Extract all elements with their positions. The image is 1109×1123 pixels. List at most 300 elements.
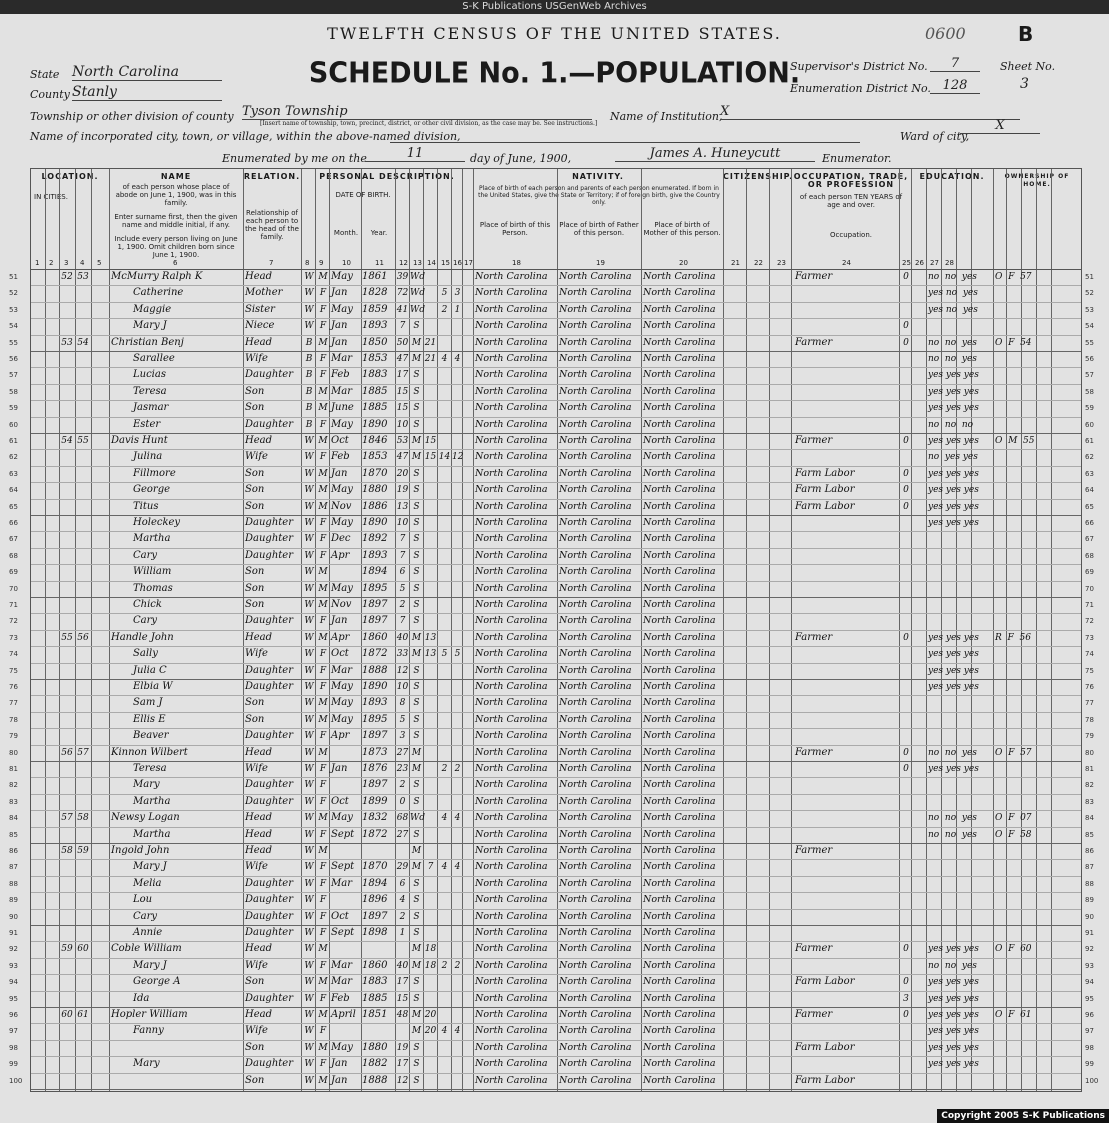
- color-race: W: [304, 665, 314, 676]
- dwelling-number: 56: [61, 747, 73, 758]
- column-number: 22: [754, 259, 763, 267]
- color-race: W: [304, 436, 314, 446]
- relation: Daughter: [245, 730, 293, 742]
- row-divider: [31, 564, 1081, 565]
- birthplace-person: North Carolina: [475, 369, 548, 381]
- line-number-right: 51: [1085, 273, 1094, 281]
- column-number: 24: [842, 259, 851, 267]
- sex: M: [318, 600, 328, 610]
- birth-year: 1885: [362, 385, 388, 397]
- copyright-notice: Copyright 2005 S-K Publications: [937, 1109, 1109, 1123]
- col-birth-header: DATE OF BIRTH.: [335, 191, 391, 199]
- birth-year: 1896: [362, 894, 388, 906]
- line-number-right: 82: [1085, 781, 1094, 790]
- sex: F: [319, 960, 327, 971]
- line-number: 61: [9, 437, 18, 445]
- line-number-right: 85: [1085, 830, 1094, 839]
- family-number: 61: [77, 1010, 89, 1020]
- row-divider: [31, 941, 1081, 942]
- color-race: W: [304, 764, 314, 774]
- line-number-right: 56: [1085, 355, 1094, 363]
- birth-month: May: [331, 582, 353, 594]
- birthplace-mother: North Carolina: [643, 599, 716, 610]
- column-number: 4: [80, 259, 85, 267]
- row-divider: [31, 351, 1081, 352]
- dwelling-number: 52: [61, 272, 73, 282]
- color-race: W: [304, 468, 314, 479]
- person-name: Teresa: [133, 385, 167, 397]
- line-number: 85: [9, 830, 18, 839]
- color-race: W: [304, 682, 314, 692]
- color-race: W: [304, 862, 314, 873]
- birthplace-father: North Carolina: [559, 910, 632, 922]
- occupation: Farm Labor: [795, 976, 855, 988]
- birthplace-mother: North Carolina: [643, 615, 716, 627]
- relation: Daughter: [245, 369, 293, 381]
- age: 17: [396, 977, 409, 988]
- family-number: 55: [77, 436, 89, 446]
- city-label: Name of incorporated city, town, or village, within the above-named division,: [30, 130, 461, 143]
- relation: Son: [245, 1041, 265, 1053]
- age: 7: [399, 534, 406, 545]
- person-name: Julina: [133, 451, 163, 463]
- row-divider: [31, 417, 1081, 418]
- township-label: Township or other division of county: [30, 110, 234, 123]
- relation: Son: [245, 1074, 265, 1086]
- color-race: W: [304, 796, 314, 807]
- line-number-right: 98: [1085, 1043, 1094, 1052]
- col-occupation-header: OCCUPATION, TRADE, OR PROFESSION: [793, 172, 909, 189]
- line-number-right: 93: [1085, 961, 1094, 970]
- line-number-right: 79: [1085, 732, 1094, 741]
- color-race: W: [304, 567, 314, 578]
- occupation: Farmer: [795, 271, 833, 282]
- col-location-header: LOCATION.: [41, 172, 99, 181]
- family-number: 53: [77, 272, 89, 282]
- years-married: 15: [424, 436, 437, 446]
- institution-label: Name of Institution,: [610, 110, 723, 123]
- birthplace-father: North Carolina: [559, 336, 632, 348]
- birthplace-person: North Carolina: [475, 648, 548, 660]
- birthplace-father: North Carolina: [559, 648, 632, 660]
- birth-year: 1890: [362, 681, 388, 692]
- county-label: County: [30, 88, 70, 101]
- dwelling-number: 53: [61, 337, 73, 348]
- line-number-right: 73: [1085, 633, 1094, 642]
- age: 39: [396, 272, 409, 282]
- birthplace-mother: North Carolina: [643, 549, 716, 561]
- birth-year: 1851: [362, 1009, 388, 1020]
- row-divider: [31, 1040, 1081, 1041]
- color-race: B: [305, 337, 313, 348]
- birthplace-father: North Carolina: [559, 303, 632, 315]
- relation: Son: [245, 599, 265, 610]
- color-race: W: [304, 829, 314, 840]
- state-value: North Carolina: [72, 64, 222, 81]
- person-name: Thomas: [133, 582, 173, 594]
- marital-status: M: [411, 846, 422, 856]
- birthplace-mother: North Carolina: [643, 992, 716, 1004]
- relation: Wife: [245, 959, 268, 971]
- birth-year: 1853: [362, 451, 388, 463]
- children-born: 4: [441, 862, 448, 873]
- color-race: W: [304, 501, 314, 512]
- line-number: 98: [9, 1043, 18, 1052]
- line-number-right: 96: [1085, 1011, 1094, 1019]
- ward-value: X: [960, 118, 1040, 134]
- birthplace-mother: North Carolina: [643, 681, 716, 692]
- birth-month: Mar: [331, 976, 352, 988]
- line-number-right: 72: [1085, 617, 1094, 626]
- birthplace-father: North Carolina: [559, 1074, 632, 1086]
- relation: Head: [245, 1009, 273, 1020]
- education: yes yes yes: [928, 485, 979, 496]
- birth-month: May: [331, 271, 353, 282]
- line-number: 66: [9, 519, 18, 527]
- age: 17: [396, 370, 409, 381]
- marital-status: S: [413, 567, 420, 578]
- birth-month: Jan: [331, 1074, 348, 1086]
- line-number-right: 63: [1085, 469, 1094, 478]
- birth-month: Oct: [331, 795, 349, 807]
- birthplace-father: North Carolina: [559, 795, 632, 807]
- col-month-header: Month.: [333, 229, 359, 237]
- line-number-right: 64: [1085, 486, 1094, 495]
- line-number-right: 57: [1085, 371, 1094, 380]
- children-born: 2: [441, 304, 448, 315]
- education: yes yes yes: [928, 518, 979, 528]
- birthplace-person: North Carolina: [475, 418, 548, 430]
- birthplace-mother: North Carolina: [643, 861, 716, 873]
- person-name: Kinnon Wilbert: [111, 746, 188, 758]
- row-divider: [31, 367, 1081, 368]
- birth-year: 1890: [362, 418, 388, 430]
- age: 4: [399, 895, 406, 906]
- person-name: George A: [133, 976, 181, 988]
- relation: Son: [245, 582, 265, 594]
- row-divider: [31, 859, 1081, 860]
- column-number: 17: [464, 259, 473, 267]
- col-name-desc: of each person whose place of abode on June 1, 1900, was in this family.: [115, 183, 237, 207]
- birthplace-mother: North Carolina: [643, 1025, 716, 1037]
- birthplace-mother: North Carolina: [643, 631, 716, 643]
- birth-month: Feb: [331, 992, 350, 1004]
- months-unemployed: 0: [903, 977, 909, 988]
- archive-banner-text: S-K Publications USGenWeb Archives: [462, 1, 647, 12]
- row-divider: [31, 433, 1081, 434]
- relation: Head: [245, 812, 273, 824]
- birthplace-father: North Carolina: [559, 763, 632, 774]
- education: yes yes yes: [928, 403, 979, 414]
- marital-status: S: [413, 928, 420, 938]
- birthplace-person: North Carolina: [475, 484, 548, 496]
- birthplace-mother: North Carolina: [643, 927, 716, 938]
- marital-status: S: [413, 878, 420, 889]
- age: 13: [396, 501, 409, 512]
- children-living: 2: [454, 960, 461, 971]
- years-married: 13: [424, 649, 437, 660]
- birth-month: Sept: [331, 927, 355, 938]
- row-divider: [31, 1023, 1081, 1024]
- sex: F: [319, 796, 327, 807]
- age: 47: [396, 354, 409, 364]
- birth-year: 1897: [362, 730, 388, 742]
- sex: F: [319, 878, 327, 889]
- relation: Daughter: [245, 517, 293, 528]
- col-ownership-header: OWNERSHIP OF HOME.: [1004, 173, 1070, 188]
- relation: Daughter: [245, 615, 293, 627]
- marital-status: S: [413, 993, 420, 1004]
- marital-status: S: [413, 616, 420, 627]
- years-married: 15: [424, 452, 437, 463]
- column-number: 19: [596, 259, 605, 267]
- line-number: 100: [9, 1076, 23, 1085]
- col-education-header: EDUCATION.: [919, 172, 985, 181]
- person-name: Sarallee: [133, 353, 175, 364]
- person-name: Julia C: [133, 664, 167, 676]
- age: 41: [396, 304, 409, 315]
- age: 40: [396, 960, 409, 971]
- occupation: Farmer: [795, 845, 833, 856]
- city-line: [390, 142, 860, 143]
- birthplace-person: North Carolina: [475, 992, 548, 1004]
- children-born: 4: [441, 1026, 448, 1037]
- sex: F: [319, 911, 327, 922]
- line-number-right: 99: [1085, 1060, 1094, 1069]
- line-number: 82: [9, 781, 18, 790]
- relation: Wife: [245, 1025, 268, 1037]
- person-name: Davis Hunt: [111, 435, 168, 446]
- line-number-right: 88: [1085, 879, 1094, 888]
- birth-month: Jan: [331, 287, 348, 299]
- birthplace-mother: North Carolina: [643, 910, 716, 922]
- marital-status: S: [413, 698, 420, 709]
- birthplace-mother: North Carolina: [643, 271, 716, 282]
- dwelling-number: 59: [61, 944, 73, 955]
- relation: Daughter: [245, 910, 293, 922]
- col-name-desc2: Enter surname first, then the given name and middle initial, if any.: [114, 213, 238, 229]
- birthplace-person: North Carolina: [475, 599, 548, 610]
- birthplace-father: North Carolina: [559, 812, 632, 824]
- sex: F: [319, 321, 327, 332]
- row-divider: [31, 958, 1081, 959]
- col-relation-desc: Relationship of each person to the head of the family.: [245, 209, 299, 241]
- row-divider: [31, 597, 1081, 598]
- line-number: 83: [9, 797, 18, 806]
- line-number-right: 91: [1085, 929, 1094, 937]
- marital-status: S: [413, 468, 420, 479]
- education: yes no yes: [928, 304, 978, 315]
- years-married: 21: [424, 337, 437, 348]
- relation: Mother: [245, 287, 283, 299]
- occupation: Farmer: [795, 336, 833, 348]
- age: 6: [399, 878, 406, 889]
- column-number: 13: [413, 259, 422, 267]
- age: 40: [396, 632, 409, 643]
- birthplace-mother: North Carolina: [643, 664, 716, 676]
- education: no no yes: [928, 813, 977, 824]
- line-number-right: 61: [1085, 437, 1094, 445]
- marital-status: S: [413, 550, 420, 561]
- birthplace-person: North Carolina: [475, 517, 548, 528]
- relation: Daughter: [245, 418, 293, 430]
- line-number-right: 80: [1085, 748, 1094, 757]
- birth-month: Nov: [331, 500, 352, 512]
- age: 3: [399, 731, 406, 742]
- row-divider: [31, 695, 1081, 696]
- color-race: B: [305, 386, 313, 397]
- birth-year: 1846: [362, 435, 388, 446]
- color-race: W: [304, 616, 314, 627]
- line-number: 90: [9, 912, 18, 921]
- relation: Son: [245, 697, 265, 709]
- color-race: W: [304, 960, 314, 971]
- sex: M: [318, 714, 328, 725]
- age: 0: [399, 796, 406, 807]
- age: 10: [396, 682, 409, 692]
- sex: M: [318, 583, 328, 594]
- line-number-right: 55: [1085, 338, 1094, 347]
- row-divider: [31, 761, 1081, 762]
- marital-status: S: [413, 485, 420, 496]
- marital-status: S: [413, 386, 420, 397]
- color-race: W: [304, 977, 314, 988]
- birthplace-father: North Carolina: [559, 1009, 632, 1020]
- day-value: 11: [365, 146, 465, 162]
- row-divider: [31, 318, 1081, 319]
- sex: F: [319, 649, 327, 660]
- column-number: 18: [512, 259, 521, 267]
- row-divider: [31, 482, 1081, 483]
- birthplace-father: North Carolina: [559, 927, 632, 938]
- birth-month: Jan: [331, 336, 348, 348]
- color-race: B: [305, 403, 313, 414]
- months-unemployed: 0: [903, 436, 909, 446]
- birthplace-person: North Carolina: [475, 271, 548, 282]
- person-name: McMurry Ralph K: [111, 271, 203, 282]
- birth-year: 1897: [362, 615, 388, 627]
- sheet-value: 3: [1020, 76, 1029, 92]
- line-number-right: 53: [1085, 305, 1094, 314]
- birth-month: Jan: [331, 1058, 348, 1070]
- color-race: W: [304, 649, 314, 660]
- sex: M: [318, 501, 328, 512]
- marital-status: S: [413, 403, 420, 414]
- birthplace-mother: North Carolina: [643, 435, 716, 446]
- column-number: 20: [679, 259, 688, 267]
- relation: Son: [245, 484, 265, 496]
- row-divider: [31, 515, 1081, 516]
- family-number: 60: [77, 944, 89, 955]
- color-race: W: [304, 485, 314, 496]
- marital-status: S: [413, 518, 420, 528]
- months-unemployed: 0: [903, 1010, 909, 1020]
- row-divider: [31, 679, 1081, 680]
- sex: M: [318, 1010, 328, 1020]
- birth-year: 1880: [362, 484, 388, 496]
- children-born: 5: [441, 649, 448, 660]
- birthplace-mother: North Carolina: [643, 303, 716, 315]
- marital-status: S: [413, 714, 420, 725]
- column-number: 7: [269, 259, 274, 267]
- education: yes yes yes: [928, 682, 979, 692]
- birthplace-father: North Carolina: [559, 631, 632, 643]
- line-number: 91: [9, 929, 18, 937]
- marital-status: M: [411, 436, 422, 446]
- sex: F: [319, 764, 327, 774]
- children-living: 5: [454, 649, 461, 660]
- person-name: Teresa: [133, 763, 167, 774]
- row-divider: [31, 909, 1081, 910]
- sex: F: [319, 731, 327, 742]
- birthplace-father: North Carolina: [559, 287, 632, 299]
- birth-year: 1882: [362, 1058, 388, 1070]
- birthplace-person: North Carolina: [475, 763, 548, 774]
- birthplace-person: North Carolina: [475, 1009, 548, 1020]
- color-race: W: [304, 1042, 314, 1053]
- relation: Sister: [245, 303, 275, 315]
- age: 5: [399, 714, 406, 725]
- birthplace-mother: North Carolina: [643, 812, 716, 824]
- birthplace-person: North Carolina: [475, 1041, 548, 1053]
- months-unemployed: 0: [903, 485, 909, 496]
- birthplace-mother: North Carolina: [643, 533, 716, 545]
- person-name: Sally: [133, 648, 158, 660]
- sex: M: [318, 567, 328, 578]
- months-unemployed: 0: [903, 501, 909, 512]
- marital-status: M: [411, 452, 422, 463]
- marital-status: M: [411, 1026, 422, 1037]
- relation: Son: [245, 385, 265, 397]
- person-name: Lou: [133, 894, 153, 906]
- line-number: 79: [9, 732, 18, 741]
- county-value: Stanly: [72, 84, 222, 101]
- column-number: 26: [915, 259, 924, 267]
- relation: Head: [245, 435, 273, 446]
- education: yes yes yes: [928, 468, 979, 479]
- family-number: 57: [77, 747, 89, 758]
- person-name: Newsy Logan: [111, 812, 180, 824]
- sex: F: [319, 928, 327, 938]
- column-number: 28: [945, 259, 954, 267]
- color-race: W: [304, 600, 314, 610]
- age: 20: [396, 468, 409, 479]
- children-living: 4: [454, 1026, 461, 1037]
- children-living: 2: [454, 764, 461, 774]
- birthplace-person: North Carolina: [475, 730, 548, 742]
- birthplace-mother: North Carolina: [643, 1041, 716, 1053]
- birth-year: 1897: [362, 910, 388, 922]
- line-number-right: 87: [1085, 863, 1094, 872]
- age: 19: [396, 485, 409, 496]
- census-table: [9, 168, 1099, 1092]
- age: 15: [396, 386, 409, 397]
- line-number: 65: [9, 502, 18, 511]
- sex: F: [319, 665, 327, 676]
- line-number-right: 67: [1085, 535, 1094, 544]
- line-number: 53: [9, 305, 18, 314]
- line-number: 78: [9, 715, 18, 724]
- birth-month: Jan: [331, 320, 348, 332]
- line-number-right: 90: [1085, 912, 1094, 921]
- birth-year: 1899: [362, 795, 388, 807]
- line-number: 81: [9, 765, 18, 773]
- birthplace-mother: North Carolina: [643, 713, 716, 725]
- age: 27: [396, 747, 409, 758]
- color-race: W: [304, 452, 314, 463]
- birth-year: 1886: [362, 500, 388, 512]
- birth-month: Oct: [331, 648, 349, 660]
